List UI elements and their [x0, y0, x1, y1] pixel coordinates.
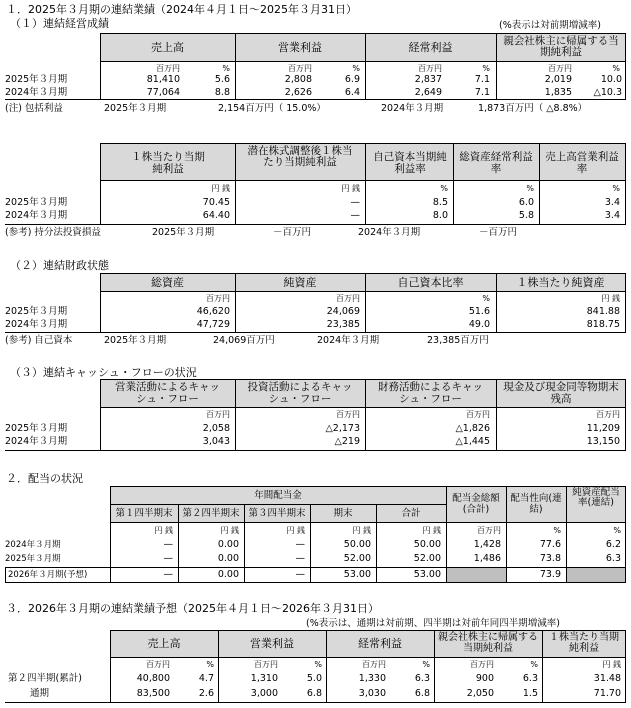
unit-label: 百万円 [336, 410, 360, 419]
value-cell: 2,808 [284, 74, 312, 85]
value-cell: 0.00 [217, 569, 239, 580]
unit-label: 百万円 [206, 410, 230, 419]
value-cell: 50.00 [413, 539, 441, 550]
value-cell: — [295, 539, 305, 550]
unit-label: 百万円 [418, 64, 442, 73]
col-roa: 総資産経常利益率 [459, 151, 533, 175]
unit-label: 百万円 [156, 64, 180, 73]
equity-method-label: (参考) 持分法投資損益 [5, 227, 101, 238]
unit-label: 百万円 [548, 64, 572, 73]
unit-label: 百万円 [477, 526, 501, 535]
value-cell: 2.6 [198, 688, 214, 699]
value-cell: — [163, 569, 173, 580]
value-cell: — [163, 539, 173, 550]
row-label: 2024年３月期 [5, 319, 68, 330]
row-label: 通期 [30, 688, 50, 699]
value-cell: — [350, 197, 360, 208]
row-label: 2025年３月期 [5, 306, 68, 317]
value-cell: 5.0 [306, 673, 322, 684]
value-cell: 6.0 [518, 197, 534, 208]
unit-label: 百万円 [254, 660, 278, 669]
unit-label: 百万円 [146, 660, 170, 669]
comprehensive-income-value: 1,873百万円（ △8.8%） [478, 103, 588, 114]
equity-method-value: －百万円 [273, 227, 312, 238]
forecast-change-note: (%表示は、通期は対前期、四半期は対前年同四半期増減率) [306, 618, 560, 629]
unit-label: % [314, 660, 322, 669]
equity-value: 24,069百万円 [213, 335, 275, 346]
value-cell: 52.00 [343, 553, 371, 564]
value-cell: 2,050 [466, 688, 494, 699]
value-cell: 46,620 [196, 306, 230, 317]
value-cell: 2,626 [284, 87, 312, 98]
value-cell: 5.8 [518, 210, 534, 221]
col-equity-ratio: 自己資本比率 [397, 276, 464, 289]
value-cell: 53.00 [343, 569, 371, 580]
equity-year: 2024年３月期 [317, 335, 380, 346]
value-cell: 6.3 [414, 673, 430, 684]
value-cell: 81,410 [146, 74, 180, 85]
value-cell: 3,043 [202, 436, 230, 447]
value-cell: 1,330 [358, 673, 386, 684]
row-label: 2025年３月期 [5, 197, 68, 208]
col-total-assets: 総資産 [151, 276, 184, 289]
value-cell: 8.0 [432, 210, 448, 221]
value-cell: 24,069 [326, 306, 360, 317]
value-cell: 73.8 [539, 553, 561, 564]
col-dividend-on-equity: 純資産配当率(連結) [572, 487, 620, 508]
value-cell: 64.40 [202, 210, 230, 221]
equity-method-year: 2024年３月期 [358, 227, 421, 238]
unit-label: 百万円 [466, 410, 490, 419]
row-label-forecast: 2026年３月期(予想) [8, 570, 88, 580]
col-ordinary-profit: 経常利益 [408, 41, 453, 54]
unit-label: 円 銭 [220, 526, 239, 535]
value-cell: △10.3 [593, 87, 622, 98]
value-cell: 2,019 [544, 74, 572, 85]
col-net-assets: 純資産 [283, 276, 317, 289]
col-financing-cf: 財務活動によるキャッシュ・フロー [378, 381, 483, 405]
value-cell: 6.8 [414, 688, 430, 699]
row-label: 第２四半期(累計) [8, 673, 82, 684]
unit-label: % [530, 660, 538, 669]
subsection-cash-flow: （３）連結キャッシュ・フローの状況 [10, 366, 197, 379]
col-operating-margin: 売上高営業利益率 [545, 151, 619, 175]
value-cell: 31.48 [593, 673, 621, 684]
value-cell: 0.00 [217, 539, 239, 550]
col-operating-profit: 営業利益 [250, 637, 294, 650]
value-cell: 1,428 [473, 539, 501, 550]
unit-label: 円 銭 [422, 526, 441, 535]
value-cell: △1,826 [455, 423, 490, 434]
col-net-income-parent: 親会社株主に帰属する当期純利益 [503, 35, 619, 58]
col-roe: 自己資本当期純利益率 [373, 151, 447, 175]
value-cell: 5.6 [214, 74, 230, 85]
equity-method-year: 2025年３月期 [152, 227, 215, 238]
unit-label: % [352, 64, 360, 73]
section-1-title: １．2025年３月期の連結業績（2024年４月１日～2025年３月31日） [6, 3, 357, 16]
col-bps: １株当たり純資産 [516, 276, 605, 289]
value-cell: 6.4 [344, 87, 360, 98]
value-cell: — [350, 210, 360, 221]
value-cell: 8.8 [214, 87, 230, 98]
unit-label: % [612, 64, 620, 73]
col-group-annual-dividend: 年間配当金 [254, 490, 302, 501]
value-cell: 2,837 [414, 74, 442, 85]
col-net-sales: 売上高 [151, 41, 184, 54]
col-investing-cf: 投資活動によるキャッシュ・フロー [247, 381, 353, 405]
col-total: 合計 [401, 508, 421, 519]
value-cell: 11,209 [586, 423, 620, 434]
value-cell: 8.5 [432, 197, 448, 208]
unit-label: 円 銭 [211, 184, 230, 193]
change-rate-note: (%表示は対前期増減率) [499, 20, 601, 31]
equity-method-value: －百万円 [479, 227, 518, 238]
value-cell: — [295, 569, 305, 580]
value-cell: 6.2 [605, 539, 621, 550]
unit-label: 百万円 [336, 294, 360, 303]
value-cell: 10.0 [600, 74, 622, 85]
value-cell: 52.00 [413, 553, 441, 564]
value-cell: — [295, 553, 305, 564]
forecast-title: ３．2026年３月期の連結業績予想（2025年４月１日～2026年３月31日） [6, 602, 379, 615]
value-cell: 1,486 [473, 553, 501, 564]
col-q3-end: 第３四半期末 [248, 508, 306, 519]
value-cell: 818.75 [586, 319, 620, 330]
value-cell: 841.88 [586, 306, 620, 317]
value-cell: 3.4 [604, 197, 620, 208]
row-label: 2025年３月期 [5, 74, 68, 85]
col-net-sales: 売上高 [147, 637, 181, 650]
value-cell: 49.0 [468, 319, 490, 330]
row-label: 2025年３月期 [5, 554, 61, 564]
value-cell: 13,150 [586, 436, 620, 447]
unit-label: % [222, 64, 230, 73]
unit-label: 百万円 [288, 64, 312, 73]
value-cell: 3.4 [604, 210, 620, 221]
unit-label: % [440, 184, 448, 193]
col-ordinary-profit: 経常利益 [358, 637, 402, 650]
value-cell: 0.00 [217, 553, 239, 564]
dividends-title: ２．配当の状況 [6, 472, 83, 485]
value-cell: 47,729 [196, 319, 230, 330]
value-cell: 77.6 [539, 539, 561, 550]
unit-label: 円 銭 [602, 660, 621, 669]
col-dividend-total: 配当金総額(合計) [452, 493, 500, 515]
unit-label: 円 銭 [341, 184, 360, 193]
row-label: 2024年３月期 [5, 436, 68, 447]
value-cell: 6.3 [605, 553, 621, 564]
value-cell: 23,385 [326, 319, 360, 330]
value-cell: 70.45 [202, 197, 230, 208]
unit-label: % [613, 526, 621, 535]
comprehensive-income-value: 2,154百万円（ 15.0%） [218, 103, 326, 114]
value-cell: 6.9 [344, 74, 360, 85]
value-cell: 71.70 [593, 688, 621, 699]
unit-label: % [422, 660, 430, 669]
value-cell: 4.7 [198, 673, 214, 684]
unit-label: 円 銭 [352, 526, 371, 535]
col-cash-ending: 現金及び現金同等物期末残高 [503, 381, 619, 405]
value-cell: 900 [475, 673, 494, 684]
row-label: 2024年３月期 [5, 210, 68, 221]
value-cell: 77,064 [146, 87, 180, 98]
unit-label: % [482, 294, 490, 303]
value-cell: 73.9 [539, 569, 561, 580]
col-eps: １株当たり当期純利益 [549, 632, 619, 654]
unit-label: % [206, 660, 214, 669]
value-cell: 7.1 [474, 87, 490, 98]
unit-label: 百万円 [206, 294, 230, 303]
col-q1-end: 第１四半期末 [115, 508, 173, 519]
col-operating-cf: 営業活動によるキャッシュ・フロー [115, 381, 220, 405]
comprehensive-income-year: 2025年３月期 [104, 103, 167, 114]
value-cell: 83,500 [136, 688, 170, 699]
col-net-income-parent: 親会社株主に帰属する当期純利益 [438, 632, 538, 654]
value-cell: 51.6 [468, 306, 490, 317]
row-label: 2025年３月期 [5, 423, 68, 434]
equity-value: 23,385百万円 [427, 335, 489, 346]
value-cell: 53.00 [413, 569, 441, 580]
equity-label: (参考) 自己資本 [5, 335, 73, 346]
value-cell: 2,058 [202, 423, 230, 434]
value-cell: 6.8 [306, 688, 322, 699]
value-cell: 50.00 [343, 539, 371, 550]
value-cell: 1,310 [250, 673, 278, 684]
value-cell: 1.5 [522, 688, 538, 699]
col-payout-ratio: 配当性向(連結) [510, 493, 562, 515]
col-year-end: 期末 [333, 508, 353, 519]
value-cell: 1,835 [544, 87, 572, 98]
unit-label: 円 銭 [286, 526, 305, 535]
value-cell: 40,800 [136, 673, 170, 684]
unit-label: 百万円 [470, 660, 494, 669]
col-eps: １株当たり当期純利益 [131, 151, 205, 175]
unit-label: % [526, 184, 534, 193]
subsection-financial-position: （２）連結財政状態 [10, 259, 109, 272]
value-cell: 3,030 [358, 688, 386, 699]
value-cell: △2,173 [325, 423, 360, 434]
value-cell: △219 [334, 436, 360, 447]
unit-label: 円 銭 [601, 294, 620, 303]
value-cell: 2,649 [414, 87, 442, 98]
row-label: 2024年３月期 [5, 540, 61, 550]
unit-label: % [553, 526, 561, 535]
value-cell: 3,000 [250, 688, 278, 699]
subsection-operating-results: （１）連結経営成績 [10, 17, 109, 30]
col-q2-end: 第２四半期末 [182, 508, 240, 519]
comprehensive-income-label: (注) 包括利益 [5, 103, 63, 114]
unit-label: % [482, 64, 490, 73]
value-cell: △1,445 [455, 436, 490, 447]
unit-label: 百万円 [362, 660, 386, 669]
unit-label: % [612, 184, 620, 193]
unit-label: 円 銭 [154, 526, 173, 535]
value-cell: — [163, 553, 173, 564]
row-label: 2024年３月期 [5, 87, 68, 98]
value-cell: 7.1 [474, 74, 490, 85]
col-operating-profit: 営業利益 [278, 41, 322, 54]
equity-year: 2025年３月期 [104, 335, 167, 346]
value-cell: 6.3 [522, 673, 538, 684]
col-diluted-eps: 潜在株式調整後１株当たり当期純利益 [247, 145, 353, 168]
comprehensive-income-year: 2024年３月期 [381, 103, 444, 114]
unit-label: 百万円 [596, 410, 620, 419]
